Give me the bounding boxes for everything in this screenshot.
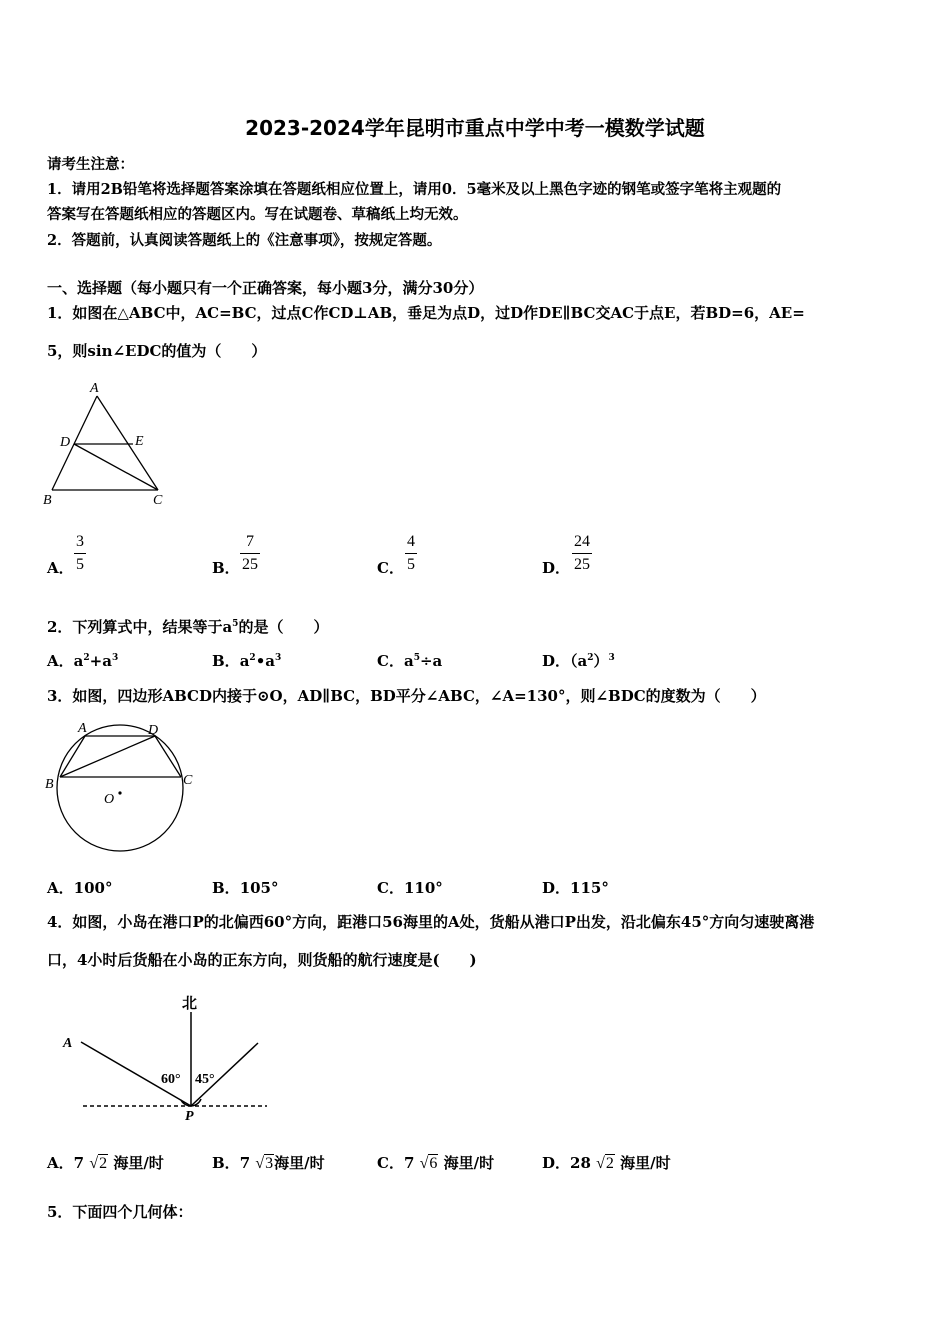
q2-option-d-exp1: 2 bbox=[587, 653, 594, 663]
q4-option-b-radicand: 3 bbox=[265, 1155, 274, 1172]
q2-option-b-letter: B． bbox=[212, 652, 240, 670]
q4-option-a[interactable] bbox=[47, 1152, 164, 1173]
q4-option-d-coef: 28 bbox=[570, 1154, 591, 1172]
q4-option-d-sqrt: √2 bbox=[596, 1155, 614, 1172]
q4-bearing-figure bbox=[55, 988, 280, 1128]
q4-label-60: 60° bbox=[161, 1072, 181, 1087]
q4-option-c-letter: C． bbox=[377, 1154, 404, 1172]
q2-option-a-op: +a bbox=[89, 652, 112, 670]
q1-label-d: D bbox=[60, 435, 71, 450]
q2-option-d-op: ） bbox=[593, 652, 609, 670]
q1-option-d-fraction[interactable] bbox=[572, 533, 592, 574]
q4-option-b-letter: B． bbox=[212, 1154, 240, 1172]
q2-option-c[interactable] bbox=[377, 650, 442, 671]
q3-option-b[interactable] bbox=[212, 877, 279, 898]
q2-option-d-letter: D． bbox=[542, 652, 571, 670]
q3-option-c-text: 110° bbox=[403, 879, 443, 897]
q1-option-b-num: 7 bbox=[246, 533, 254, 550]
q2-option-a-exp1: 2 bbox=[83, 653, 90, 663]
q2-option-c-exp1: 5 bbox=[413, 653, 420, 663]
q3-option-b-text: 105° bbox=[239, 879, 279, 897]
q1-label-b: B bbox=[43, 493, 52, 508]
q5-stem: 5．下面四个几何体： bbox=[47, 1203, 193, 1221]
q2-stem-text: 2．下列算式中，结果等于a bbox=[47, 618, 233, 636]
q3-stem: 3．如图，四边形ABCD内接于⊙O，AD∥BC，BD平分∠ABC，∠A=130°，则∠BDC的度数为（ ） bbox=[47, 687, 766, 705]
q4-option-c-unit: 海里/时 bbox=[443, 1154, 495, 1172]
q4-stem-line-1: 4．如图，小岛在港口P的北偏西60°方向，距港口56海里的A处，货船从港口P出发，沿北偏东45°方向匀速驶离港 bbox=[47, 913, 815, 931]
q4-option-c-sqrt: √6 bbox=[419, 1155, 438, 1172]
q4-option-b-sqrt: √3 bbox=[255, 1155, 274, 1172]
q3-option-a[interactable] bbox=[47, 877, 112, 898]
q2-option-d-exp2: 3 bbox=[608, 653, 615, 663]
q2-option-a[interactable] bbox=[47, 650, 118, 671]
q1-option-a-letter[interactable]: A． bbox=[47, 559, 74, 577]
q4-option-b-unit: 海里/时 bbox=[274, 1154, 325, 1172]
q1-option-a-fraction[interactable] bbox=[74, 533, 86, 574]
q1-option-b-fraction[interactable] bbox=[240, 533, 260, 574]
q2-option-a-exp2: 3 bbox=[111, 653, 119, 663]
q3-label-a: A bbox=[78, 721, 87, 736]
notice-heading: 请考生注意： bbox=[47, 156, 134, 173]
q4-option-d-letter: D． bbox=[542, 1154, 571, 1172]
q4-option-d-radicand: 2 bbox=[605, 1155, 614, 1172]
q1-label-a: A bbox=[90, 381, 99, 396]
notice-line-3: 2．答题前，认真阅读答题纸上的《注意事项》，按规定答题。 bbox=[47, 232, 442, 249]
q4-option-c-coef: 7 bbox=[403, 1154, 415, 1172]
q4-option-a-sqrt: √2 bbox=[89, 1155, 108, 1172]
q1-option-c-letter[interactable]: C． bbox=[377, 559, 404, 577]
q3-option-b-letter: B． bbox=[212, 879, 240, 897]
q1-stem-line-2: 5，则sin∠EDC的值为（ ） bbox=[47, 342, 267, 360]
q2-stem bbox=[47, 616, 328, 637]
q2-option-a-base: a bbox=[73, 652, 84, 670]
q2-option-b[interactable] bbox=[212, 650, 281, 671]
q1-option-a-num: 3 bbox=[76, 533, 84, 550]
q4-label-p: P bbox=[185, 1109, 194, 1124]
q1-option-d-den: 25 bbox=[572, 553, 592, 574]
notice-line-2: 答案写在答题纸相应的答题区内。写在试题卷、草稿纸上均无效。 bbox=[47, 206, 468, 223]
notice-line-1: 1．请用2B铅笔将选择题答案涂填在答题纸相应位置上，请用0．5毫米及以上黑色字迹的钢笔或签字笔将主观题的 bbox=[47, 181, 782, 198]
q4-option-a-unit: 海里/时 bbox=[113, 1154, 164, 1172]
q4-stem-line-2: 口，4小时后货船在小岛的正东方向，则货船的航行速度是( ) bbox=[47, 951, 477, 969]
q3-option-c[interactable] bbox=[377, 877, 443, 898]
q3-label-c: C bbox=[183, 773, 193, 788]
q4-option-c[interactable] bbox=[377, 1152, 494, 1173]
q1-option-a-den: 5 bbox=[74, 553, 86, 574]
q3-option-a-letter: A． bbox=[47, 879, 74, 897]
q4-label-45: 45° bbox=[195, 1072, 215, 1087]
q1-option-b-letter[interactable]: B． bbox=[212, 559, 240, 577]
q4-label-a: A bbox=[63, 1036, 73, 1051]
section-heading: 一、选择题（每小题只有一个正确答案，每小题3分，满分30分） bbox=[47, 279, 484, 297]
q3-label-o: O bbox=[104, 792, 115, 807]
q1-label-e: E bbox=[135, 434, 144, 449]
q3-option-d-text: 115° bbox=[570, 879, 609, 897]
q2-option-b-exp2: 3 bbox=[275, 653, 282, 663]
q4-option-b[interactable] bbox=[212, 1152, 325, 1173]
q1-option-d-num: 24 bbox=[574, 533, 590, 550]
q3-option-d-letter: D． bbox=[542, 879, 571, 897]
q3-option-c-letter: C． bbox=[377, 879, 404, 897]
q2-option-c-base: a bbox=[403, 652, 414, 670]
q2-option-d[interactable] bbox=[542, 650, 615, 671]
q1-label-c: C bbox=[153, 493, 163, 508]
q2-stem-exponent: 5 bbox=[232, 619, 239, 629]
q3-label-d: D bbox=[148, 723, 159, 738]
q3-option-d[interactable] bbox=[542, 877, 609, 898]
q2-option-c-letter: C． bbox=[377, 652, 404, 670]
q2-option-a-letter: A． bbox=[47, 652, 74, 670]
q4-label-north: 北 bbox=[182, 994, 198, 1012]
q1-stem-line-1: 1．如图在△ABC中，AC=BC，过点C作CD⊥AB，垂足为点D，过D作DE∥BC交AC于点E，若BD=6，AE= bbox=[47, 304, 805, 322]
q2-option-c-op: ÷a bbox=[419, 652, 443, 670]
q1-triangle-figure bbox=[40, 378, 180, 510]
q3-label-b: B bbox=[45, 777, 54, 792]
q3-option-a-text: 100° bbox=[73, 879, 113, 897]
q4-option-a-letter: A． bbox=[47, 1154, 74, 1172]
q1-option-d-letter[interactable]: D． bbox=[542, 559, 571, 577]
q4-option-b-coef: 7 bbox=[239, 1154, 251, 1172]
q2-option-d-base: （a bbox=[570, 652, 588, 670]
q2-stem-tail: 的是（ ） bbox=[238, 618, 329, 636]
q1-option-c-fraction[interactable] bbox=[405, 533, 417, 574]
q1-option-c-den: 5 bbox=[405, 553, 417, 574]
q4-option-d[interactable] bbox=[542, 1152, 671, 1173]
q4-option-c-radicand: 6 bbox=[429, 1155, 438, 1172]
q2-option-b-op: •a bbox=[255, 652, 275, 670]
q3-circle-figure bbox=[40, 717, 205, 862]
q4-option-a-radicand: 2 bbox=[99, 1155, 108, 1172]
q1-option-b-den: 25 bbox=[240, 553, 260, 574]
q4-option-a-coef: 7 bbox=[73, 1154, 85, 1172]
q2-option-b-exp1: 2 bbox=[249, 653, 256, 663]
q1-option-c-num: 4 bbox=[407, 533, 415, 550]
q4-option-d-unit: 海里/时 bbox=[620, 1154, 671, 1172]
page-title: 2023-2024学年昆明市重点中学中考一模数学试题 bbox=[245, 116, 705, 140]
q2-option-b-base: a bbox=[239, 652, 250, 670]
